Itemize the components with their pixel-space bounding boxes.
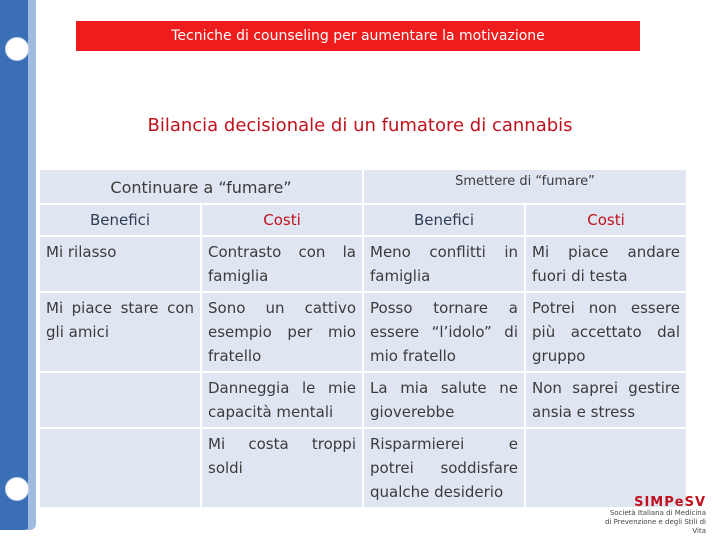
table-cell: Contrasto con la famiglia bbox=[202, 237, 362, 291]
table-cell: Meno conflitti in famiglia bbox=[364, 237, 524, 291]
table-row bbox=[40, 373, 686, 427]
decision-balance-table bbox=[38, 168, 688, 509]
table-row bbox=[40, 237, 686, 291]
page-title: Bilancia decisionale di un fumatore di cannabis bbox=[147, 115, 573, 136]
logo-mark: SIMPeSV bbox=[634, 495, 706, 510]
table-cell: Mi piace stare con gli amici bbox=[40, 293, 200, 371]
subheader-costs: Costi bbox=[202, 205, 362, 235]
header-banner: Tecniche di counseling per aumentare la motivazione bbox=[76, 21, 640, 51]
group-header-row bbox=[40, 170, 686, 203]
table-cell: Risparmierei e potrei soddisfare qualche desiderio bbox=[364, 429, 524, 507]
logo-line-2: di Prevenzione e degli Stili di Vita bbox=[605, 518, 706, 535]
subheader-benefits: Benefici bbox=[364, 205, 524, 235]
table-cell: Posso tornare a essere “l’idolo” di mio fratello bbox=[364, 293, 524, 371]
table-cell bbox=[40, 373, 200, 427]
table-cell bbox=[40, 429, 200, 507]
table-cell: Mi piace andare fuori di testa bbox=[526, 237, 686, 291]
table-cell: Sono un cattivo esempio per mio fratello bbox=[202, 293, 362, 371]
table-row bbox=[40, 293, 686, 371]
binder-hole-icon bbox=[5, 477, 29, 501]
simpesv-logo bbox=[598, 495, 706, 535]
table-cell: Mi costa troppi soldi bbox=[202, 429, 362, 507]
table-cell: Danneggia le mie capacità mentali bbox=[202, 373, 362, 427]
group-header-quit: Smettere di “fumare” bbox=[364, 170, 686, 203]
logo-line-1: Società Italiana di Medicina bbox=[609, 509, 706, 517]
binder-hole-icon bbox=[5, 37, 29, 61]
group-header-continue: Continuare a “fumare” bbox=[40, 170, 362, 203]
left-side-bar-edge bbox=[28, 0, 36, 530]
table-row bbox=[40, 429, 686, 507]
table-cell: Non saprei gestire ansia e stress bbox=[526, 373, 686, 427]
subheader-row bbox=[40, 205, 686, 235]
subheader-benefits: Benefici bbox=[40, 205, 200, 235]
table-cell: Mi rilasso bbox=[40, 237, 200, 291]
subheader-costs: Costi bbox=[526, 205, 686, 235]
table-cell: Potrei non essere più accettato dal gruppo bbox=[526, 293, 686, 371]
table-cell: La mia salute ne gioverebbe bbox=[364, 373, 524, 427]
